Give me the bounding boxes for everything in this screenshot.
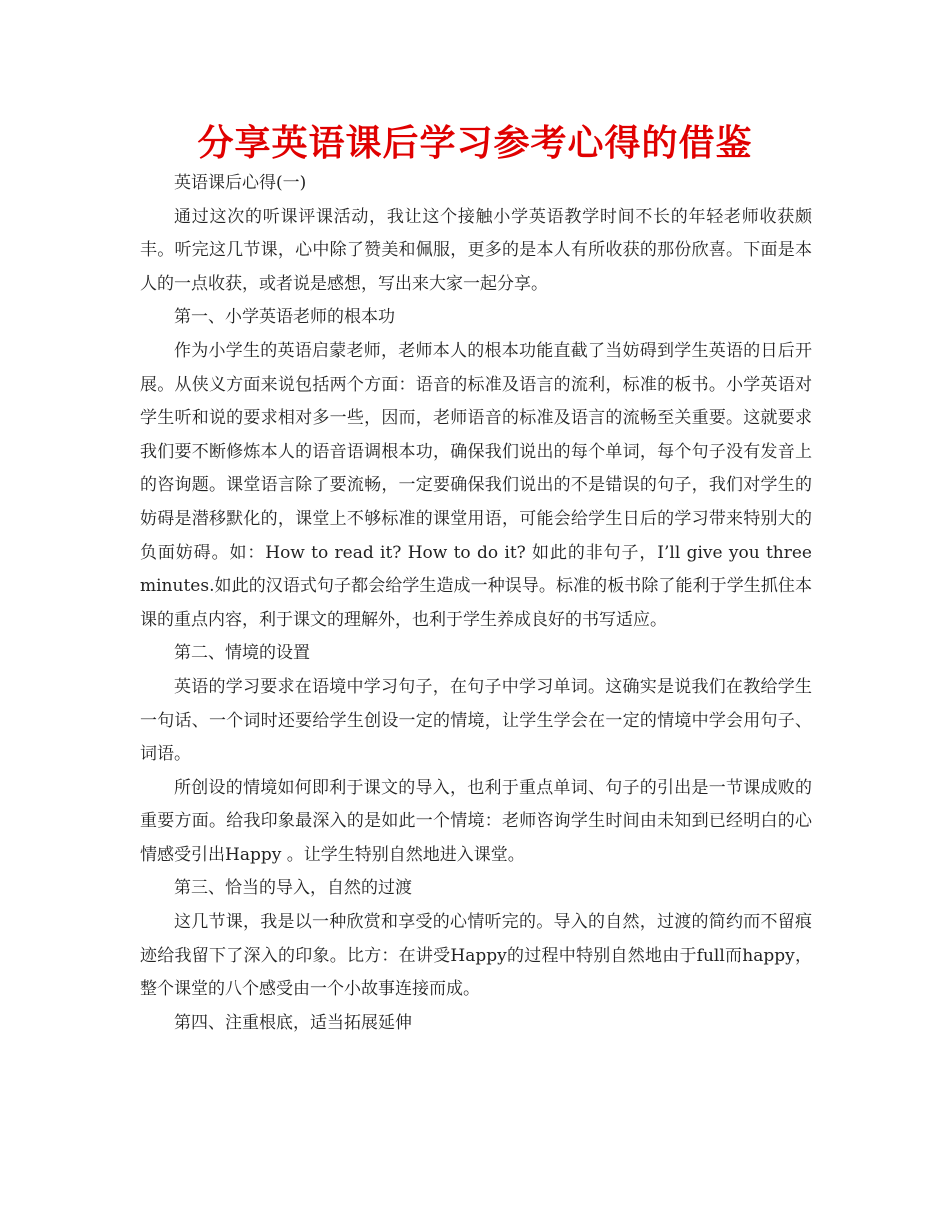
document-title: 分享英语课后学习参考心得的借鉴 bbox=[197, 123, 753, 164]
body-paragraph: 作为小学生的英语启蒙老师，老师本人的根本功能直截了当妨碍到学生英语的日后开展。从侠义方面来说包括两个方面：语音的标准及语言的流利，标准的板书。小学英语对学生听和说的要求相对多一些，因而，老师语音的标准及语言的流畅至关重要。这就要求我们要不断修炼本人的语音语调根本功，确保我们说出的每个单词，每个句子没有发音上的咨询题。课堂语言除了要流畅，一定要确保我们说出的不是错误的句子，我们对学生的妨碍是潜移默化的，课堂上不够标准的课堂用语，可能会给学生日后的学习带来特别大的负面妨碍。如：How to read it? How to do it? 如此的非句子，I’ll give you three minutes.如此的汉语式句子都会给学生造成一种误导。标准的板书除了能利于学生抓住本课的重点内容，利于课文的理解外，也利于学生养成良好的书写适应。 bbox=[140, 340, 812, 630]
document-body bbox=[140, 167, 812, 1040]
body-paragraph: 这几节课，我是以一种欣赏和享受的心情听完的。导入的自然，过渡的简约而不留痕迹给我留下了深入的印象。比方：在讲受Happy的过程中特别自然地由于full而happy，整个课堂的八个感受由一个小故事连接而成。 bbox=[140, 912, 812, 1000]
section-heading: 第三、恰当的导入，自然的过渡 bbox=[174, 878, 412, 899]
body-paragraph: 英语的学习要求在语境中学习句子，在句子中学习单词。这确实是说我们在教给学生一句话、一个词时还要给学生创设一定的情境，让学生学会在一定的情境中学会用句子、词语。 bbox=[140, 676, 812, 765]
section-subtitle: 英语课后心得(一) bbox=[174, 173, 307, 193]
body-paragraph: 通过这次的听课评课活动，我让这个接触小学英语教学时间不长的年轻老师收获颇丰。听完这几节课，心中除了赞美和佩服，更多的是本人有所收获的那份欣喜。下面是本人的一点收获，或者说是感想，写出来大家一起分享。 bbox=[140, 206, 812, 294]
section-heading: 第一、小学英语老师的根本功 bbox=[174, 307, 395, 328]
body-paragraph: 所创设的情境如何即利于课文的导入，也利于重点单词、句子的引出是一节课成败的重要方面。给我印象最深入的是如此一个情境：老师咨询学生时间由未知到已经明白的心情感受引出Happy 。让学生特别自然地进入课堂。 bbox=[140, 777, 812, 865]
section-heading: 第二、情境的设置 bbox=[174, 643, 310, 664]
section-heading: 第四、注重根底，适当拓展延伸 bbox=[174, 1012, 412, 1033]
